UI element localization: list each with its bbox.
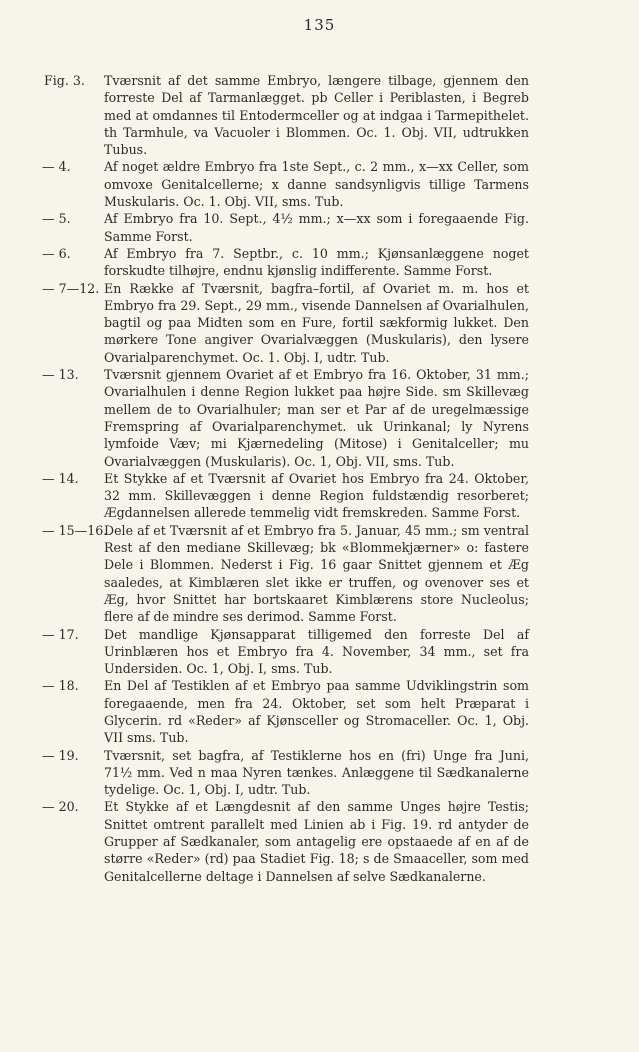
legend-entry-fig-20	[0, 798, 639, 884]
legend-text: Tværsnit, set bagfra, af Testiklerne hos en (fri) Unge fra Juni, 71½ mm. Ved n maa Nyren tænkes. Anlæggene til Sædkanalerne tydelige. Oc. 1, Obj. I, udtr. Tub.	[104, 747, 529, 798]
legend-entry-fig-14	[0, 470, 639, 522]
legend-entry-fig-7-12	[0, 280, 639, 366]
figure-label: — 14.	[42, 470, 79, 486]
legend-entry-fig-5	[0, 210, 639, 245]
legend-text: Tværsnit af det samme Embryo, længere tilbage, gjennem den forreste Del af Tarmanlægget. pb Celler i Periblasten, i Begreb med at omdannes til Entodermceller og at indgaa i Tarmepithelet. th Tarmhule, va Vacuoler i Blommen. Oc. 1. Obj. VII, udtrukken Tubus.	[104, 73, 529, 158]
figure-label: — 20.	[42, 799, 79, 815]
figure-label: — 19.	[42, 747, 79, 763]
legend-text: Af noget ældre Embryo fra 1ste Sept., c. 2 mm., x—xx Celler, som omvoxe Genitalcellerne; x danne sandsynligvis tillige Tarmens Muskularis. Oc. 1. Obj. VII, sms. Tub.	[104, 159, 529, 210]
figure-label: — 7—12.	[42, 280, 100, 296]
legend-entry-fig-3	[0, 72, 639, 158]
figure-label: Fig. 3.	[44, 73, 85, 88]
figure-label: — 13.	[42, 367, 79, 383]
legend-text: En Række af Tværsnit, bagfra–fortil, af Ovariet m. m. hos et Embryo fra 29. Sept., 29 mm., visende Dannelsen af Ovarialhulen, bagtil og paa Midten som en Fure, fortil sækformig lukket. Den mørkere Tone angiver Ovarialvæggen (Muskularis), den lysere Ovarialparenchymet. Oc. 1. Obj. I, udtr. Tub.	[104, 280, 529, 365]
page-number: 135	[303, 16, 336, 34]
legend-text: Dele af et Tværsnit af et Embryo fra 5. Januar, 45 mm.; sm ventral Rest af den mediane Skillevæg; bk «Blommekjærner» o: fastere Dele i Blommen. Nederst i Fig. 16 gaar Snittet gjennem et Æg saaledes, at Kimblæren slet ikke er truffen, og ovenover ses et Æg, hvor Snittet har bortskaaret Kimblærens store Nucleolus; flere af de mindre ses derimod. Samme Forst.	[104, 522, 529, 625]
legend-entry-fig-19	[0, 747, 639, 799]
figure-label: — 6.	[42, 245, 71, 261]
figure-label: — 18.	[42, 678, 79, 694]
figure-label: — 17.	[42, 626, 79, 642]
legend-entry-fig-15-16	[0, 522, 639, 626]
legend-text: Af Embryo fra 7. Septbr., c. 10 mm.; Kjønsanlæggene noget forskudte tilhøjre, endnu kjønslig indifferente. Samme Forst.	[104, 245, 529, 279]
legend-entry-fig-6	[0, 245, 639, 280]
figure-legend-list	[0, 72, 639, 885]
legend-text: Tværsnit gjennem Ovariet af et Embryo fra 16. Oktober, 31 mm.; Ovarialhulen i denne Region lukket paa højre Side. sm Skillevæg mellem de to Ovarialhuler; man ser et Par af de uregelmæssige Fremspring af Ovarialparenchymet. uk Urinkanal; ly Nyrens lymfoide Væv; mi Kjærnedeling (Mitose) i Genitalceller; mu Ovarialvæggen (Muskularis). Oc. 1, Obj. VII, sms. Tub.	[104, 367, 529, 469]
figure-label: — 5.	[42, 211, 71, 227]
legend-entry-fig-13	[0, 366, 639, 470]
legend-text: Det mandlige Kjønsapparat tilligemed den forreste Del af Urinblæren hos et Embryo fra 4. November, 34 mm., set fra Undersiden. Oc. 1, Obj. I, sms. Tub.	[104, 626, 529, 677]
legend-entry-fig-17	[0, 626, 639, 678]
legend-text: Et Stykke af et Tværsnit af Ovariet hos Embryo fra 24. Oktober, 32 mm. Skillevæggen i denne Region fuldstændig resorberet; Ægdannelsen allerede temmelig vidt fremskreden. Samme Forst.	[104, 470, 529, 521]
legend-entry-fig-18	[0, 677, 639, 746]
legend-entry-fig-4	[0, 158, 639, 210]
legend-text: Af Embryo fra 10. Sept., 4½ mm.; x—xx som i foregaaende Fig. Samme Forst.	[104, 211, 529, 244]
legend-text: En Del af Testiklen af et Embryo paa samme Udviklingstrin som foregaaende, men fra 24. Oktober, set som helt Præparat i Glycerin. rd «Reder» af Kjønsceller og Stromaceller. Oc. 1, Obj. VII sms. Tub.	[104, 678, 529, 746]
figure-label: — 4.	[42, 159, 71, 175]
figure-label: — 15—16.	[42, 522, 108, 538]
legend-text: Et Stykke af et Længdesnit af den samme Unges højre Testis; Snittet omtrent parallelt med Linien ab i Fig. 19. rd antyder de Grupper af Sædkanaler, som antagelig ere opstaaede af en af de større «Reder» (rd) paa Stadiet Fig. 18; s de Smaaceller, som med Genitalcellerne deltage i Dannelsen af selve Sædkanalerne.	[104, 799, 529, 884]
